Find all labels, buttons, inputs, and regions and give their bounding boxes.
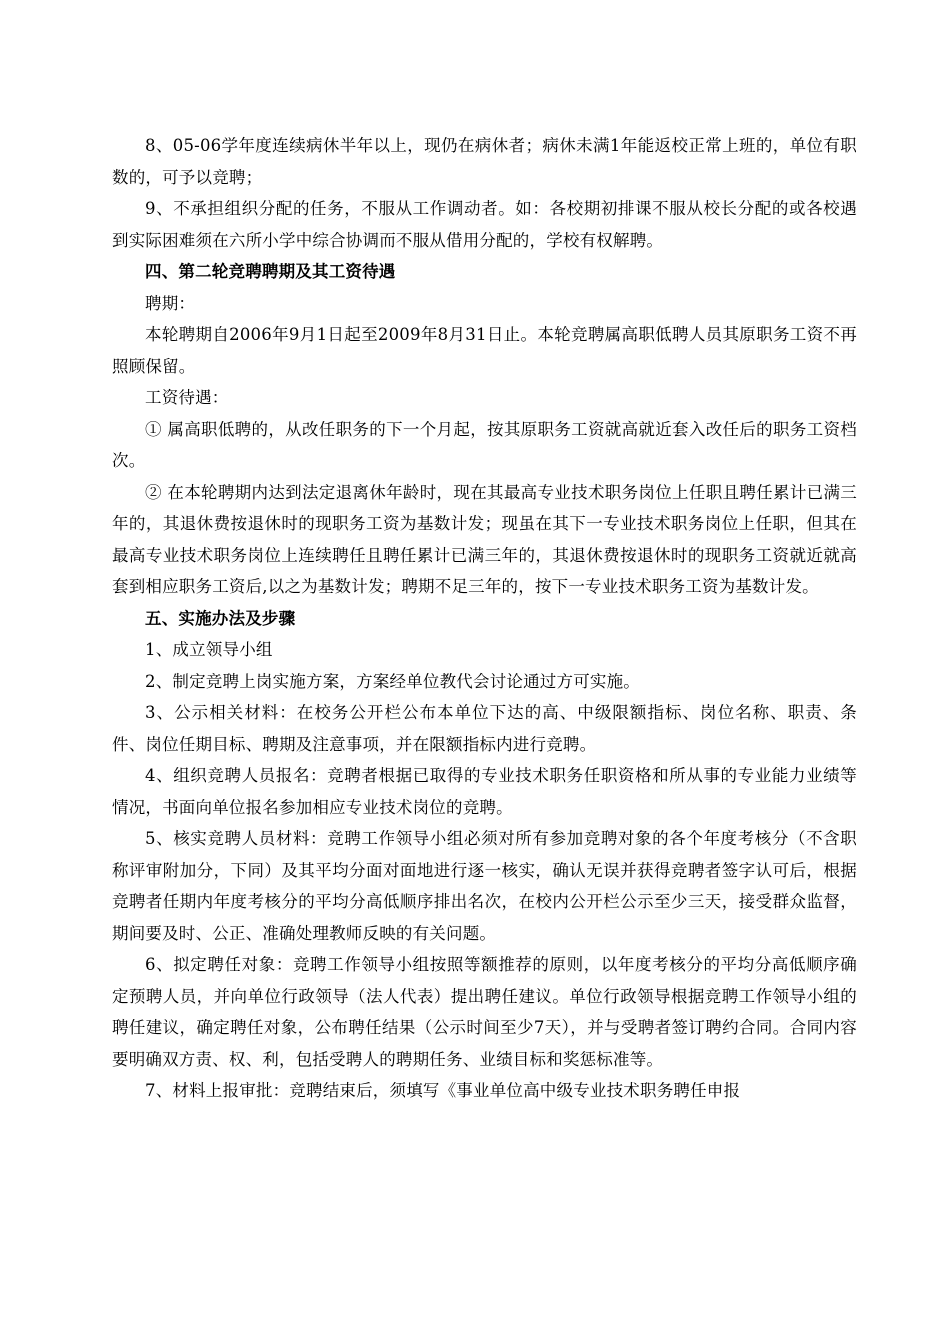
step-2-paragraph: 2、制定竞聘上岗实施方案，方案经单位教代会讨论通过方可实施。 (145, 671, 640, 691)
salary-label: 工资待遇： (145, 388, 229, 407)
step-5-paragraph: 5、核实竞聘人员材料：竞聘工作领导小组必须对所有参加竞聘对象的各个年度考核分（不含职称评审附加分，下同）及其平均分面对面地进行逐一核实，确认无误并获得竞聘者签字认可后，根据竞聘者任期内年度考核分的平均分高低顺序排出名次，在校内公开栏公示至少三天，接受群众监督，期间要及时、公正、准确处理教师反映的有关问题。 (112, 829, 857, 943)
term-label: 聘期： (145, 293, 196, 313)
item-8-paragraph: 8、05-06学年度连续病休半年以上，现仍在病休者；病休未满1年能返校正常上班的，单位有职数的，可予以竞聘； (112, 136, 857, 187)
item-9-paragraph: 9、不承担组织分配的任务，不服从工作调动者。如：各校期初排课不服从校长分配的或各校遇到实际困难须在六所小学中综合协调而不服从借用分配的，学校有权解聘。 (112, 199, 857, 250)
salary-item-1-paragraph: ① 属高职低聘的，从改任职务的下一个月起，按其原职务工资就高就近套入改任后的职务工资档次。 (112, 419, 857, 470)
step-1-paragraph: 1、成立领导小组 (145, 640, 273, 659)
section-5-heading: 五、实施办法及步骤 (145, 608, 296, 628)
step-7-paragraph: 7、材料上报审批：竞聘结束后，须填写《事业单位高中级专业技术职务聘任申报 (145, 1081, 741, 1100)
term-paragraph: 本轮聘期自2006年9月1日起至2009年8月31日止。本轮竞聘属高职低聘人员其原职务工资不再照顾保留。 (112, 325, 857, 376)
step-3-paragraph: 3、公示相关材料：在校务公开栏公布本单位下达的高、中级限额指标、岗位名称、职责、条件、岗位任期目标、聘期及注意事项，并在限额指标内进行竞聘。 (112, 703, 857, 754)
section-4-heading: 四、第二轮竞聘聘期及其工资待遇 (145, 262, 396, 281)
document-body (112, 130, 857, 1107)
step-6-paragraph: 6、拟定聘任对象：竞聘工作领导小组按照等额推荐的原则，以年度考核分的平均分高低顺序确定预聘人员，并向单位行政领导（法人代表）提出聘任建议。单位行政领导根据竞聘工作领导小组的聘任建议，确定聘任对象，公布聘任结果（公示时间至少7天），并与受聘者签订聘约合同。合同内容要明确双方责、权、利，包括受聘人的聘期任务、业绩目标和奖惩标准等。 (112, 955, 857, 1069)
salary-item-2-paragraph: ② 在本轮聘期内达到法定退离休年龄时，现在其最高专业技术职务岗位上任职且聘任累计已满三年的，其退休费按退休时的现职务工资为基数计发；现虽在其下一专业技术职务岗位上任职，但其在最高专业技术职务岗位上连续聘任且聘任累计已满三年的，其退休费按退休时的现职务工资就近就高套到相应职务工资后,以之为基数计发；聘期不足三年的，按下一专业技术职务工资为基数计发。 (112, 482, 857, 596)
step-4-paragraph: 4、组织竞聘人员报名：竞聘者根据已取得的专业技术职务任职资格和所从事的专业能力业绩等情况，书面向单位报名参加相应专业技术岗位的竞聘。 (112, 766, 857, 817)
